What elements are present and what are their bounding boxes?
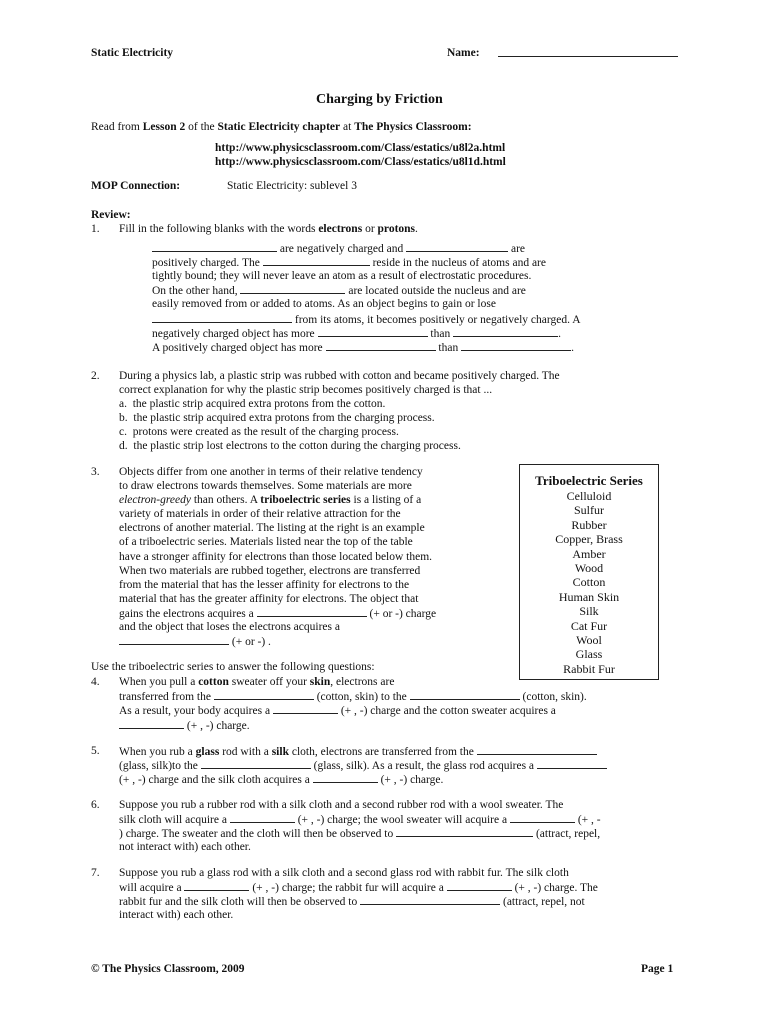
q7-line-3: rabbit fur and the silk cloth will then be observed to (attract, repel, not	[119, 896, 585, 908]
q6-line-2: silk cloth will acquire a (+ , -) charge; the wool sweater will acquire a (+ , -	[119, 814, 601, 826]
tribo-item: Glass	[575, 647, 603, 662]
q3-line-8: When two materials are rubbed together, electrons are transferred	[119, 565, 421, 577]
q3-line-1: Objects differ from one another in terms of their relative tendency	[119, 466, 423, 478]
q3-line-6: of a triboelectric series. Materials listed near the top of the table	[119, 536, 413, 548]
tribo-item: Copper, Brass	[555, 532, 623, 547]
q4-line-4: (+ , -) charge.	[119, 718, 250, 733]
header-title: Static Electricity	[91, 47, 174, 59]
q3-number: 3.	[91, 466, 100, 478]
q4-line-3: As a result, your body acquires a (+ , -) charge and the cotton sweater acquires a	[119, 705, 556, 717]
tribo-item: Rabbit Fur	[563, 661, 615, 676]
q1-line-3: tightly bound; they will never leave an atom as a result of electrostatic procedures.	[152, 270, 532, 282]
q3-line-12: and the object that loses the electrons acquires a	[119, 621, 340, 633]
q6-line-4: not interact with) each other.	[119, 841, 251, 853]
tribo-item: Wood	[574, 561, 604, 576]
q1-number: 1.	[91, 223, 100, 235]
q3-line-5: electrons of another material. The listing at the right is an example	[119, 522, 425, 534]
tribo-item: Cotton	[572, 575, 606, 590]
q7-line-1: Suppose you rub a glass rod with a silk cloth and a second glass rod with rabbit fur. The silk cloth	[119, 867, 569, 879]
q5-line-1: When you rub a glass rod with a silk cloth, electrons are transferred from the	[119, 744, 597, 759]
tribo-item: Rubber	[571, 517, 607, 532]
q6-number: 6.	[91, 799, 100, 811]
q2-option-a[interactable]: a. the plastic strip acquired extra protons from the cotton.	[119, 398, 386, 410]
q3-line-9: from the material that has the lesser affinity for electrons to the	[119, 579, 410, 591]
q4-number: 4.	[91, 676, 100, 688]
q2-option-d[interactable]: d. the plastic strip lost electrons to the cotton during the charging process.	[119, 440, 461, 452]
triboelectric-series-title: Triboelectric Series	[535, 473, 643, 488]
q3-line-3: electron-greedy than others. A triboelectric series is a listing of a	[119, 494, 422, 506]
mop-label: MOP Connection:	[91, 180, 181, 192]
q5-line-2: (glass, silk)to the (glass, silk). As a result, the glass rod acquires a	[119, 758, 607, 773]
q3-line-4: variety of materials in order of their relative attraction for the	[119, 508, 401, 520]
q1-line-8: A positively charged object has more than .	[152, 342, 574, 354]
q2-option-c[interactable]: c. protons were created as the result of the charging process.	[119, 426, 399, 438]
q1-line-5: easily removed from or added to atoms. As an object begins to gain or lose	[152, 298, 496, 310]
q2-option-b[interactable]: b. the plastic strip acquired extra protons from the charging process.	[119, 412, 435, 424]
name-label: Name:	[447, 47, 480, 59]
name-field[interactable]	[498, 46, 678, 61]
q2-line-2: correct explanation for why the plastic strip becomes positively charged is that ...	[119, 384, 493, 396]
intro-line: Read from Lesson 2 of the Static Electricity chapter at The Physics Classroom:	[91, 121, 472, 133]
triboelectric-series-table	[519, 464, 659, 680]
tribo-item: Silk	[579, 604, 599, 619]
q1-prompt: Fill in the following blanks with the words electrons or protons.	[119, 223, 418, 235]
q4-line-2: transferred from the (cotton, skin) to the (cotton, skin).	[119, 691, 587, 703]
tribo-item: Celluloid	[566, 489, 612, 503]
q3-line-2: to draw electrons towards themselves. Some materials are more	[119, 480, 412, 492]
q3-line-7: have a stronger affinity for electrons than those located below them.	[119, 551, 433, 563]
q2-line-1: During a physics lab, a plastic strip was rubbed with cotton and became positively charged. The	[119, 370, 560, 382]
q7-line-4: interact with) each other.	[119, 909, 234, 921]
q4-line-1: When you pull a cotton sweater off your skin, electrons are	[119, 676, 395, 688]
mop-value: Static Electricity: sublevel 3	[227, 180, 357, 192]
q7-number: 7.	[91, 867, 100, 879]
q1-line-2: positively charged. The reside in the nucleus of atoms and are	[152, 257, 546, 269]
q3-line-11: gains the electrons acquires a (+ or -) charge	[119, 608, 437, 620]
q1-line-4: On the other hand, are located outside the nucleus and are	[152, 285, 526, 297]
q1-line-7: negatively charged object has more than .	[152, 328, 561, 340]
tribo-item: Wool	[576, 633, 602, 648]
q5-number: 5.	[91, 745, 100, 757]
tribo-item: Human Skin	[558, 589, 620, 604]
q2-number: 2.	[91, 370, 100, 382]
footer-copyright: © The Physics Classroom, 2009	[91, 963, 245, 975]
q7-line-2: will acquire a (+ , -) charge; the rabbit fur will acquire a (+ , -) charge. The	[119, 882, 598, 894]
page-title: Charging by Friction	[316, 92, 443, 107]
q1-line-1: are negatively charged and are	[152, 241, 525, 256]
tribo-item: Cat Fur	[570, 618, 608, 633]
tribo-item: Sulfur	[574, 503, 604, 518]
use-series-instruction: Use the triboelectric series to answer the following questions:	[91, 661, 375, 673]
review-heading: Review:	[91, 209, 131, 221]
page-number: Page 1	[641, 963, 674, 975]
tribo-item: Amber	[572, 546, 606, 561]
link-1[interactable]: http://www.physicsclassroom.com/Class/estatics/u8l2a.html	[215, 142, 506, 154]
q5-line-3: (+ , -) charge and the silk cloth acquires a (+ , -) charge.	[119, 774, 444, 786]
link-2[interactable]: http://www.physicsclassroom.com/Class/estatics/u8l1d.html	[215, 156, 506, 168]
q1-line-6: from its atoms, it becomes positively or negatively charged. A	[152, 312, 581, 327]
q6-line-3: ) charge. The sweater and the cloth will then be observed to (attract, repel,	[119, 828, 601, 840]
q6-line-1: Suppose you rub a rubber rod with a silk cloth and a second rubber rod with a wool sweater. The	[119, 799, 564, 811]
q3-line-10: material that has the greater affinity for electrons. The object that	[119, 593, 419, 605]
q3-line-13: (+ or -) .	[119, 634, 271, 649]
